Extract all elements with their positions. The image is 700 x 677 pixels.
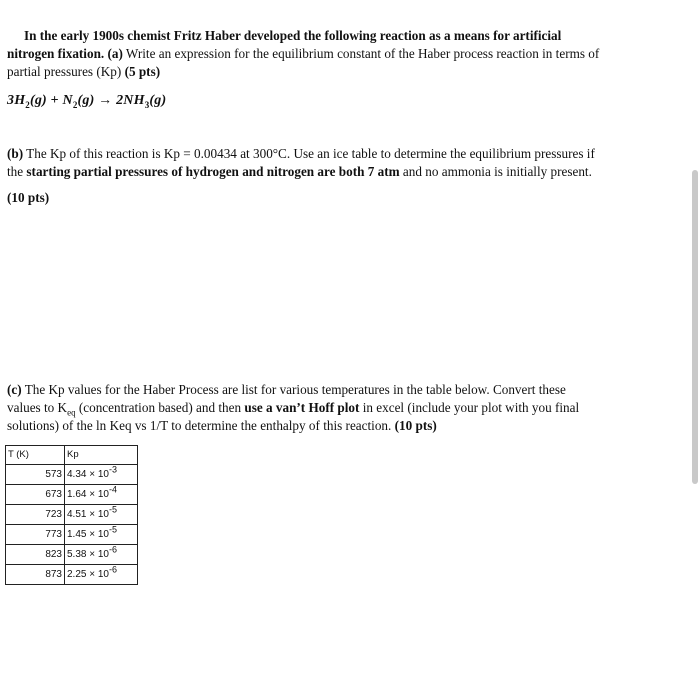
kp-exponent: -6 bbox=[108, 564, 117, 575]
part-c-line-2 bbox=[7, 399, 579, 417]
kp-cell bbox=[65, 525, 138, 545]
kp-base: 2.25 × 10 bbox=[67, 568, 109, 580]
eq-n2-phase: (g) bbox=[77, 93, 95, 108]
temperature-cell: 673 bbox=[6, 485, 65, 505]
intro-line-2 bbox=[7, 45, 599, 63]
kp-cell bbox=[65, 465, 138, 485]
part-a-points: (5 pts) bbox=[124, 64, 161, 79]
table-row bbox=[6, 485, 138, 505]
temperature-cell: 773 bbox=[6, 525, 65, 545]
temperature-cell: 573 bbox=[6, 465, 65, 485]
vertical-scrollbar[interactable] bbox=[692, 170, 698, 484]
eq-nh3: 2NH bbox=[116, 93, 145, 108]
kp-cell bbox=[65, 545, 138, 565]
part-b-line-2-pre: the bbox=[7, 164, 27, 179]
table-row bbox=[6, 525, 138, 545]
kp-cell bbox=[65, 505, 138, 525]
kp-temperature-table bbox=[5, 445, 138, 585]
part-c-line-1-text: The Kp values for the Haber Process are list for various temperatures in the table below. Convert these bbox=[21, 382, 566, 397]
kp-base: 4.34 × 10 bbox=[67, 468, 109, 480]
intro-line-3-text: partial pressures (Kp) bbox=[7, 64, 125, 79]
part-c-line-2-pre: values to K bbox=[7, 400, 68, 415]
eq-nh3-sub: 3 bbox=[144, 99, 150, 110]
kp-base: 1.45 × 10 bbox=[67, 528, 109, 540]
part-b-label: (b) bbox=[7, 146, 24, 161]
intro-part-a-label: nitrogen fixation. (a) bbox=[7, 46, 123, 61]
kp-exponent: -5 bbox=[108, 524, 117, 535]
part-c-line-2-mid: (concentration based) and then bbox=[75, 400, 245, 415]
table-row bbox=[6, 545, 138, 565]
kp-base: 1.64 × 10 bbox=[67, 488, 109, 500]
table-row bbox=[6, 465, 138, 485]
eq-arrow: → bbox=[94, 93, 117, 108]
keq-subscript: eq bbox=[67, 407, 76, 418]
kp-base: 4.51 × 10 bbox=[67, 508, 109, 520]
part-b-points-line bbox=[7, 189, 49, 207]
kp-cell bbox=[65, 565, 138, 585]
table-header-row bbox=[6, 446, 138, 465]
eq-n2-sub: 2 bbox=[72, 99, 78, 110]
part-b-line-2-bold: starting partial pressures of hydrogen and nitrogen are both 7 atm bbox=[26, 164, 400, 179]
eq-plus: + bbox=[46, 93, 63, 108]
kp-base: 5.38 × 10 bbox=[67, 548, 109, 560]
temperature-cell: 723 bbox=[6, 505, 65, 525]
part-c-line-1 bbox=[7, 381, 566, 399]
kp-exponent: -3 bbox=[108, 464, 117, 475]
eq-h2: 3H bbox=[7, 93, 26, 108]
part-b-line-1 bbox=[7, 145, 595, 163]
part-c-line-2-post: in excel (include your plot with you final bbox=[359, 400, 580, 415]
temperature-cell: 823 bbox=[6, 545, 65, 565]
part-c-line-2-bold: use a van’t Hoff plot bbox=[244, 400, 360, 415]
part-b-line-2 bbox=[7, 163, 592, 181]
haber-equation bbox=[7, 92, 166, 110]
temperature-cell: 873 bbox=[6, 565, 65, 585]
table-row bbox=[6, 505, 138, 525]
intro-line-3 bbox=[7, 63, 160, 81]
part-c-line-3-text: solutions) of the ln Keq vs 1/T to determine the enthalpy of this reaction. bbox=[7, 418, 395, 433]
intro-line-1-text: In the early 1900s chemist Fritz Haber developed the following reaction as a means for artificial bbox=[24, 28, 562, 43]
intro-line-1 bbox=[24, 27, 561, 45]
header-temperature: T (K) bbox=[6, 446, 65, 465]
part-c-label: (c) bbox=[7, 382, 22, 397]
intro-line-2-text: Write an expression for the equilibrium constant of the Haber process reaction in terms of bbox=[122, 46, 600, 61]
eq-n2: N bbox=[62, 93, 73, 108]
table-row bbox=[6, 565, 138, 585]
part-b-line-1-text: The Kp of this reaction is Kp = 0.00434 at 300°C. Use an ice table to determine the equilibrium pressures if bbox=[23, 146, 595, 161]
eq-h2-sub: 2 bbox=[25, 99, 30, 110]
kp-cell bbox=[65, 485, 138, 505]
kp-exponent: -6 bbox=[108, 544, 117, 555]
eq-nh3-phase: (g) bbox=[149, 93, 167, 108]
kp-exponent: -4 bbox=[108, 484, 117, 495]
eq-h2-phase: (g) bbox=[30, 93, 47, 108]
part-b-points: (10 pts) bbox=[7, 190, 50, 205]
part-c-points: (10 pts) bbox=[394, 418, 437, 433]
kp-exponent: -5 bbox=[108, 504, 117, 515]
header-kp: Kp bbox=[65, 446, 138, 465]
part-c-line-3 bbox=[7, 417, 437, 435]
part-b-line-2-post: and no ammonia is initially present. bbox=[399, 164, 592, 179]
